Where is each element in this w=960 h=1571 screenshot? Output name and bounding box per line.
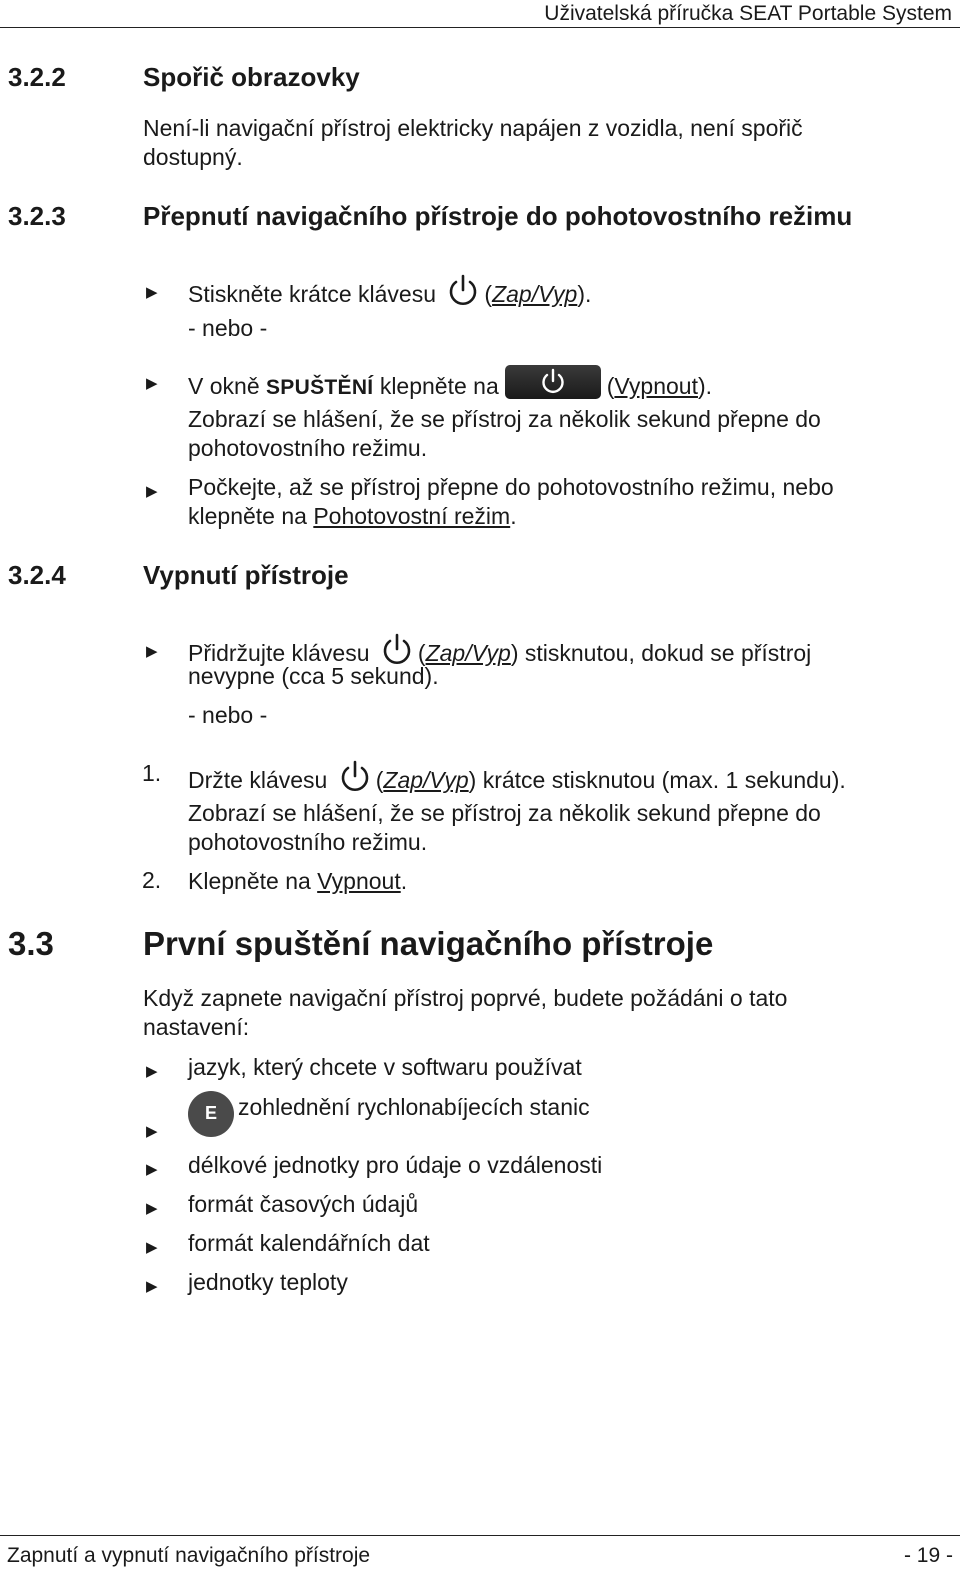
instruction-line: Přidržujte klávesu (Zap/Vyp) stisknutou, dokud se přístroj — [188, 633, 928, 668]
bullet-icon: ▶ — [146, 1161, 158, 1178]
key-link: Zap/Vyp — [492, 281, 578, 307]
list-item: jednotky teploty — [188, 1269, 348, 1295]
or-separator: - nebo - — [188, 315, 268, 341]
bullet-icon: ▶ — [146, 1278, 158, 1295]
electric-vehicle-badge-icon: E — [188, 1091, 234, 1137]
instruction-line: klepněte na Pohotovostní režim. — [188, 503, 517, 529]
list-item: formát kalendářních dat — [188, 1230, 430, 1256]
footer-chapter: Zapnutí a vypnutí navigačního přístroje — [7, 1544, 371, 1567]
button-link: Vypnout — [317, 868, 401, 894]
list-item: jazyk, který chcete v softwaru používat — [188, 1054, 582, 1080]
instruction-line: nevypne (cca 5 sekund). — [188, 663, 439, 689]
bullet-icon: ▶ — [146, 483, 158, 500]
power-off-button-image — [505, 365, 601, 399]
instruction-line: V okně SPUŠTĚNÍ klepněte na (Vypnout). — [188, 365, 928, 402]
button-link: Vypnout — [614, 373, 698, 399]
section-title-3-2-3: Přepnutí navigačního přístroje do pohotovostního režimu — [143, 201, 853, 231]
section-number-3-2-4: 3.2.4 — [8, 560, 66, 590]
step-number: 1. — [142, 760, 162, 786]
bullet-icon: ▶ — [146, 643, 158, 660]
window-name: SPUŠTĚNÍ — [266, 376, 374, 399]
section-title-3-3: První spuštění navigačního přístroje — [143, 925, 714, 962]
list-item: délkové jednotky pro údaje o vzdálenosti — [188, 1152, 603, 1178]
button-link: Pohotovostní režim — [313, 503, 511, 529]
bullet-icon: ▶ — [146, 1200, 158, 1217]
message-line: pohotovostního režimu. — [188, 829, 428, 855]
instruction-text: Stiskněte krátce klávesu — [188, 281, 437, 307]
section-number-3-2-3: 3.2.3 — [8, 201, 66, 231]
paragraph-line: Když zapnete navigační přístroj poprvé, budete požádáni o tato — [143, 985, 788, 1011]
section-title-3-2-4: Vypnutí přístroje — [143, 560, 349, 590]
page-header — [0, 0, 960, 28]
power-icon — [338, 760, 372, 794]
section-number-3-3: 3.3 — [8, 925, 54, 962]
key-link: Zap/Vyp — [425, 640, 511, 666]
bullet-icon: ▶ — [146, 375, 158, 392]
section-title-3-2-2: Spořič obrazovky — [143, 62, 360, 92]
step-line: Držte klávesu (Zap/Vyp) krátce stisknutou (max. 1 sekundu). — [188, 760, 928, 795]
step-number: 2. — [142, 867, 162, 893]
bullet-icon: ▶ — [146, 1063, 158, 1080]
page-footer — [0, 1535, 960, 1567]
list-item: E zohlednění rychlonabíjecích stanic — [188, 1091, 928, 1137]
paragraph-line: Není-li navigační přístroj elektricky napájen z vozidla, není spořič — [143, 115, 803, 141]
message-line: Zobrazí se hlášení, že se přístroj za několik sekund přepne do — [188, 406, 821, 432]
list-item: formát časových údajů — [188, 1191, 419, 1217]
section-number-3-2-2: 3.2.2 — [8, 62, 66, 92]
instruction-line: Stiskněte krátce klávesu (Zap/Vyp). — [188, 274, 928, 309]
key-link: Zap/Vyp — [383, 767, 469, 793]
step-line: Klepněte na Vypnout. — [188, 868, 408, 894]
paragraph-line: nastavení: — [143, 1014, 250, 1040]
message-line: pohotovostního režimu. — [188, 435, 428, 461]
message-line: Zobrazí se hlášení, že se přístroj za několik sekund přepne do — [188, 800, 821, 826]
paragraph-line: dostupný. — [143, 144, 243, 170]
power-icon — [446, 274, 480, 308]
header-title: Uživatelská příručka SEAT Portable System — [544, 2, 952, 25]
bullet-icon: ▶ — [146, 1239, 158, 1256]
instruction-line: Počkejte, až se přístroj přepne do pohotovostního režimu, nebo — [188, 474, 834, 500]
or-separator: - nebo - — [188, 702, 268, 728]
page-number: - 19 - — [903, 1544, 953, 1567]
bullet-icon: ▶ — [146, 284, 158, 301]
bullet-icon: ▶ — [146, 1123, 158, 1140]
